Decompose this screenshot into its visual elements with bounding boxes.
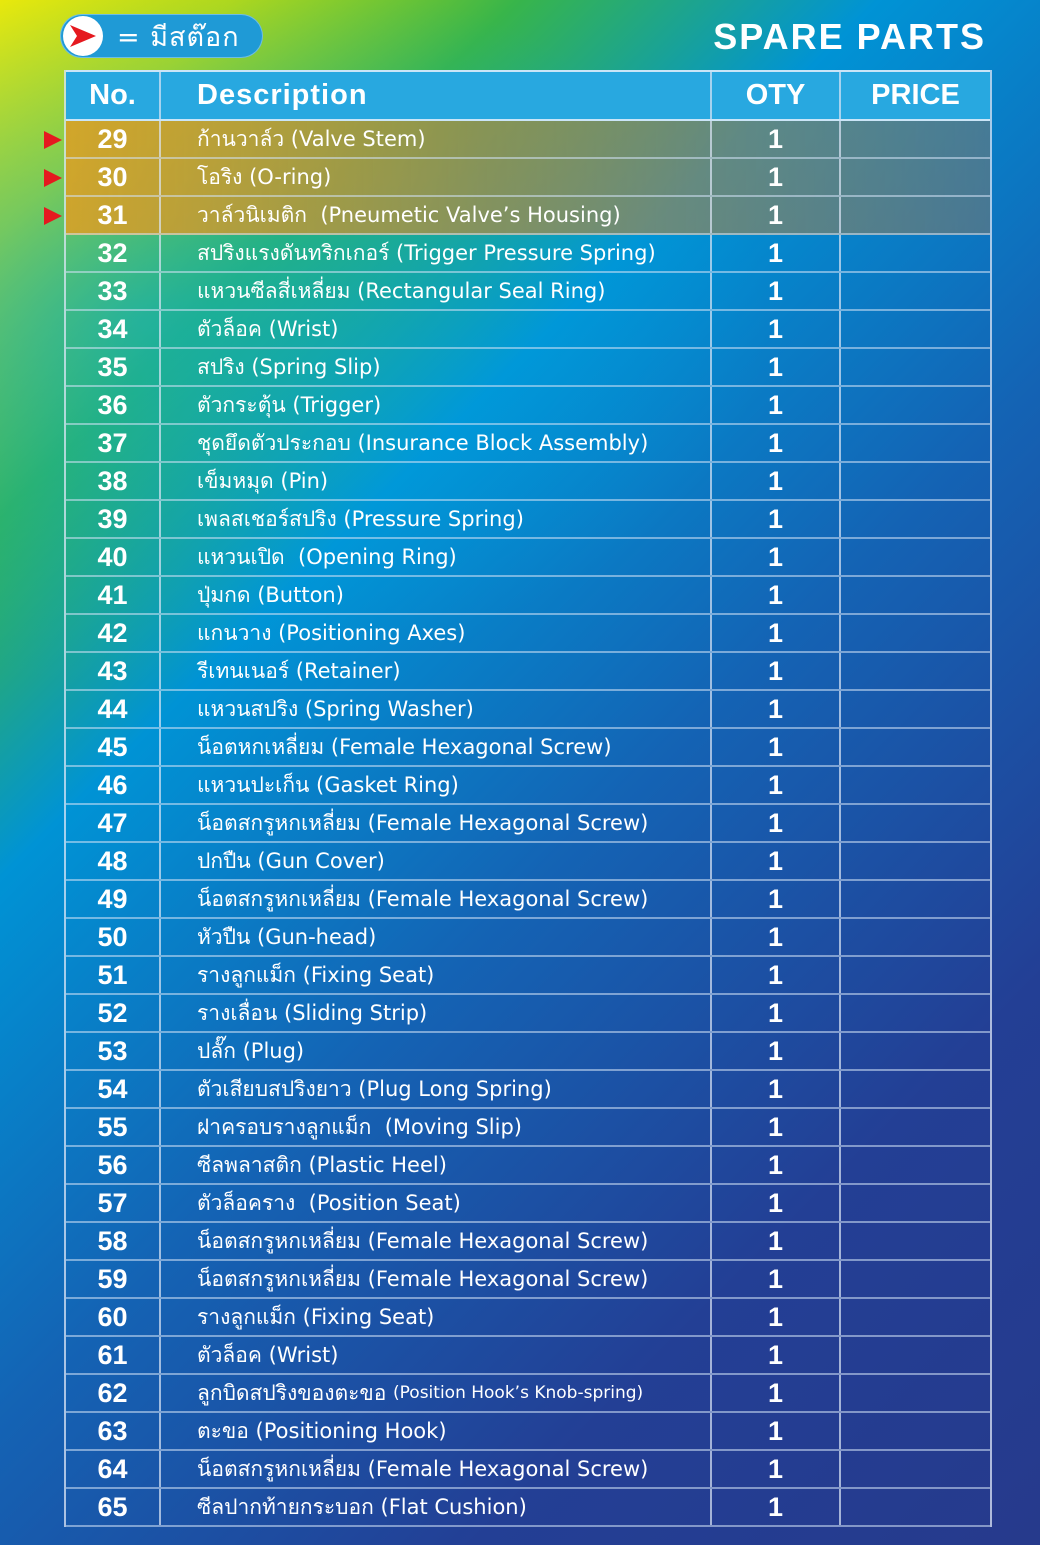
part-description [161,1413,712,1449]
part-price [841,615,990,651]
in-stock-arrow-icon [44,207,62,225]
part-price [841,767,990,803]
part-number: 55 [66,1109,161,1145]
part-qty: 1 [712,1337,841,1373]
part-number: 65 [66,1489,161,1525]
part-qty: 1 [712,1299,841,1335]
part-description-text: แหวนปะเก็น (Gasket Ring) [197,772,459,797]
part-qty: 1 [712,1185,841,1221]
part-description [161,121,712,157]
part-price [841,349,990,385]
part-description-text: วาล์วนิเมติก (Pneumetic Valve’s Housing) [197,202,621,227]
part-qty: 1 [712,273,841,309]
part-price [841,235,990,271]
part-description [161,1337,712,1373]
part-qty: 1 [712,349,841,385]
part-qty: 1 [712,1261,841,1297]
part-number: 38 [66,463,161,499]
part-description-text: ลูกบิดสปริงของตะขอ [197,1380,394,1405]
part-qty: 1 [712,1375,841,1411]
table-row [66,729,990,767]
table-row [66,577,990,615]
part-description [161,425,712,461]
part-description-text: รางเลื่อน (Sliding Strip) [197,1000,428,1025]
part-description [161,881,712,917]
stock-legend [60,14,263,58]
part-description-text: สปริงแรงดันทริกเกอร์ (Trigger Pressure Spring) [197,240,656,265]
table-row [66,1223,990,1261]
part-qty: 1 [712,159,841,195]
part-qty: 1 [712,1413,841,1449]
part-description-text: ตัวล็อค (Wrist) [197,316,339,341]
table-row [66,615,990,653]
part-description-text: รางลูกแม็ก (Fixing Seat) [197,1304,435,1329]
part-price [841,1109,990,1145]
part-number: 50 [66,919,161,955]
part-qty: 1 [712,197,841,233]
part-description [161,197,712,233]
part-number: 41 [66,577,161,613]
part-price [841,1223,990,1259]
table-row [66,691,990,729]
part-price [841,1413,990,1449]
part-description [161,1299,712,1335]
part-description [161,1375,712,1411]
part-price [841,1147,990,1183]
part-qty: 1 [712,1451,841,1487]
part-qty: 1 [712,539,841,575]
part-number: 62 [66,1375,161,1411]
part-price [841,1299,990,1335]
part-description-text: ก้านวาล์ว (Valve Stem) [197,126,426,151]
part-number: 40 [66,539,161,575]
part-price [841,843,990,879]
part-description [161,1261,712,1297]
part-number: 43 [66,653,161,689]
header-description: Description [161,72,712,119]
table-row [66,235,990,273]
part-description-text: น็อตสกรูหกเหลี่ยม (Female Hexagonal Screw) [197,1456,649,1481]
part-number: 33 [66,273,161,309]
part-description-text: น็อตสกรูหกเหลี่ยม (Female Hexagonal Screw) [197,810,649,835]
part-price [841,1489,990,1525]
part-description-text: ซีลพลาสติก (Plastic Heel) [197,1152,447,1177]
part-description-text: แหวนซีลสี่เหลี่ยม (Rectangular Seal Ring) [197,278,606,303]
part-price [841,1033,990,1069]
part-description-text: โอริง (O-ring) [197,164,332,189]
part-description-text: แหวนสปริง (Spring Washer) [197,696,474,721]
part-price [841,995,990,1031]
part-description-text: รีเทนเนอร์ (Retainer) [197,658,401,683]
part-qty: 1 [712,387,841,423]
table-row [66,1261,990,1299]
red-arrow-icon [63,16,103,56]
part-description-text: ฝาครอบรางลูกแม็ก (Moving Slip) [197,1114,522,1139]
part-description-text: ปลั๊ก (Plug) [197,1038,305,1063]
part-description [161,1147,712,1183]
part-price [841,1185,990,1221]
part-number: 60 [66,1299,161,1335]
part-description [161,1489,712,1525]
table-row [66,1413,990,1451]
part-description [161,235,712,271]
part-description-english: (Position Hook’s Knob-spring) [393,1383,644,1403]
part-qty: 1 [712,501,841,537]
part-price [841,957,990,993]
part-number: 58 [66,1223,161,1259]
part-qty: 1 [712,767,841,803]
part-number: 39 [66,501,161,537]
part-number: 53 [66,1033,161,1069]
part-description [161,387,712,423]
part-description [161,501,712,537]
part-qty: 1 [712,691,841,727]
table-body [66,121,990,1527]
table-header [66,70,990,121]
in-stock-arrow-icon [44,169,62,187]
part-description [161,1033,712,1069]
part-description [161,1223,712,1259]
part-price [841,159,990,195]
part-price [841,311,990,347]
table-row [66,805,990,843]
part-number: 52 [66,995,161,1031]
part-description-text: หัวปืน (Gun-head) [197,924,377,949]
part-number: 42 [66,615,161,651]
part-qty: 1 [712,653,841,689]
part-description [161,691,712,727]
part-description [161,843,712,879]
table-row [66,1147,990,1185]
part-description-text: น็อตสกรูหกเหลี่ยม (Female Hexagonal Screw) [197,886,649,911]
part-qty: 1 [712,1071,841,1107]
part-number: 57 [66,1185,161,1221]
part-price [841,425,990,461]
part-qty: 1 [712,1109,841,1145]
table-row [66,121,990,159]
part-qty: 1 [712,1033,841,1069]
table-row [66,539,990,577]
part-description [161,1185,712,1221]
part-price [841,1071,990,1107]
part-description-text: ตัวเสียบสปริงยาว (Plug Long Spring) [197,1076,552,1101]
part-number: 51 [66,957,161,993]
part-number: 34 [66,311,161,347]
part-description-text: น็อตสกรูหกเหลี่ยม (Female Hexagonal Screw) [197,1266,649,1291]
part-description-text: แกนวาง (Positioning Axes) [197,620,466,645]
part-qty: 1 [712,1489,841,1525]
part-qty: 1 [712,995,841,1031]
part-description [161,463,712,499]
part-number: 64 [66,1451,161,1487]
part-qty: 1 [712,805,841,841]
part-qty: 1 [712,1223,841,1259]
table-row [66,501,990,539]
part-description-text: น็อตสกรูหกเหลี่ยม (Female Hexagonal Screw) [197,1228,649,1253]
part-price [841,1261,990,1297]
part-price [841,539,990,575]
part-description [161,539,712,575]
part-description-text: ตัวล็อคราง (Position Seat) [197,1190,461,1215]
part-description [161,653,712,689]
part-number: 49 [66,881,161,917]
part-qty: 1 [712,881,841,917]
header-qty: OTY [712,72,841,119]
part-description-text: ซีลปากท้ายกระบอก (Flat Cushion) [197,1494,527,1519]
part-number: 46 [66,767,161,803]
table-row [66,463,990,501]
part-price [841,653,990,689]
header-no: No. [66,72,161,119]
table-row [66,843,990,881]
in-stock-arrow-icon [44,131,62,149]
header-price: PRICE [871,79,960,111]
spare-parts-table [64,70,992,1527]
part-description-text: ปกปืน (Gun Cover) [197,848,385,873]
part-description-text: ตะขอ (Positioning Hook) [197,1418,447,1443]
part-number: 35 [66,349,161,385]
table-row [66,1337,990,1375]
table-row [66,1033,990,1071]
part-description [161,1109,712,1145]
part-price [841,805,990,841]
part-description [161,957,712,993]
part-qty: 1 [712,919,841,955]
part-description [161,805,712,841]
table-row [66,957,990,995]
part-number: 44 [66,691,161,727]
part-number: 47 [66,805,161,841]
part-description-text: น็อตหกเหลี่ยม (Female Hexagonal Screw) [197,734,612,759]
part-price [841,691,990,727]
table-row [66,767,990,805]
part-number: 63 [66,1413,161,1449]
part-description [161,1071,712,1107]
table-row [66,1185,990,1223]
part-qty: 1 [712,121,841,157]
part-qty: 1 [712,577,841,613]
table-row [66,311,990,349]
part-description [161,159,712,195]
table-row [66,881,990,919]
part-price [841,501,990,537]
part-description-text: ตัวกระตุ้น (Trigger) [197,392,382,417]
part-qty: 1 [712,425,841,461]
part-number: 31 [66,197,161,233]
part-description [161,615,712,651]
part-price [841,577,990,613]
part-description-text: รางลูกแม็ก (Fixing Seat) [197,962,435,987]
part-number: 36 [66,387,161,423]
part-description [161,577,712,613]
part-price [841,463,990,499]
part-description [161,919,712,955]
part-qty: 1 [712,843,841,879]
part-description [161,349,712,385]
part-price [841,729,990,765]
part-number: 29 [66,121,161,157]
part-price [841,197,990,233]
part-description-text: สปริง (Spring Slip) [197,354,381,379]
part-number: 30 [66,159,161,195]
part-qty: 1 [712,311,841,347]
part-qty: 1 [712,957,841,993]
part-price [841,1375,990,1411]
part-price [841,273,990,309]
table-row [66,349,990,387]
part-price [841,387,990,423]
part-description [161,995,712,1031]
table-row [66,1375,990,1413]
page-title: SPARE PARTS [713,16,986,57]
table-row [66,1489,990,1527]
table-row [66,273,990,311]
part-qty: 1 [712,729,841,765]
part-description-text: ปุ่มกด (Button) [197,582,344,607]
table-row [66,995,990,1033]
part-description-text: แหวนเปิด (Opening Ring) [197,544,457,569]
part-qty: 1 [712,615,841,651]
part-description-text: เข็มหมุด (Pin) [197,468,329,493]
table-row [66,159,990,197]
part-description [161,1451,712,1487]
part-number: 59 [66,1261,161,1297]
part-description [161,767,712,803]
table-row [66,1451,990,1489]
part-price [841,1337,990,1373]
part-price [841,881,990,917]
part-number: 61 [66,1337,161,1373]
table-row [66,387,990,425]
part-number: 48 [66,843,161,879]
part-qty: 1 [712,1147,841,1183]
part-price [841,121,990,157]
table-row [66,653,990,691]
part-description-text: ตัวล็อค (Wrist) [197,1342,339,1367]
part-qty: 1 [712,235,841,271]
part-description [161,273,712,309]
part-description-text: ชุดยึดตัวประกอบ (Insurance Block Assembly) [197,430,649,455]
part-number: 45 [66,729,161,765]
table-row [66,197,990,235]
part-number: 54 [66,1071,161,1107]
part-number: 32 [66,235,161,271]
part-qty: 1 [712,463,841,499]
legend-label: = มีสต๊อก [117,21,240,53]
part-number: 56 [66,1147,161,1183]
part-price [841,919,990,955]
part-description-text: เพลสเชอร์สปริง (Pressure Spring) [197,506,524,531]
table-row [66,1299,990,1337]
table-row [66,425,990,463]
part-number: 37 [66,425,161,461]
table-row [66,919,990,957]
table-row [66,1071,990,1109]
part-description [161,729,712,765]
part-price [841,1451,990,1487]
table-row [66,1109,990,1147]
part-description [161,311,712,347]
